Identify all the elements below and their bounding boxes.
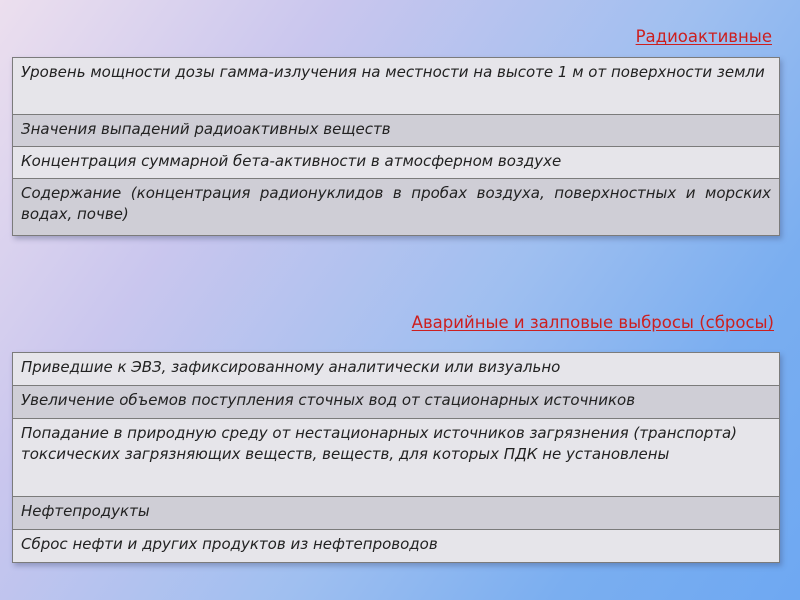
table-row	[13, 115, 780, 147]
table-cell: Значения выпадений радиоактивных веществ	[13, 115, 780, 147]
radioactive-table	[12, 57, 780, 236]
radioactive-heading: Радиоактивные	[635, 27, 772, 46]
emergency-emissions-heading: Аварийные и залповые выбросы (сбросы)	[411, 313, 774, 332]
table-cell: Нефтепродукты	[13, 497, 780, 530]
table-row	[13, 419, 780, 497]
emergency-emissions-table	[12, 352, 780, 563]
table-cell: Попадание в природную среду от нестационарных источников загрязнения (транспорта) токсических загрязняющих веществ, веществ, для которых ПДК не установлены	[13, 419, 780, 497]
table-cell: Приведшие к ЭВЗ, зафиксированному аналитически или визуально	[13, 353, 780, 386]
table-cell: Сброс нефти и других продуктов из нефтепроводов	[13, 530, 780, 563]
table-row	[13, 386, 780, 419]
table-row	[13, 58, 780, 115]
table-cell: Увеличение объемов поступления сточных вод от стационарных источников	[13, 386, 780, 419]
table-row	[13, 353, 780, 386]
table-row	[13, 530, 780, 563]
table-cell: Содержание (концентрация радионуклидов в пробах воздуха, поверхностных и морских водах, почве)	[13, 179, 780, 236]
table-row	[13, 497, 780, 530]
table-cell: Концентрация суммарной бета-активности в атмосферном воздухе	[13, 147, 780, 179]
table-row	[13, 147, 780, 179]
table-row	[13, 179, 780, 236]
table-cell: Уровень мощности дозы гамма-излучения на местности на высоте 1 м от поверхности земли	[13, 58, 780, 115]
